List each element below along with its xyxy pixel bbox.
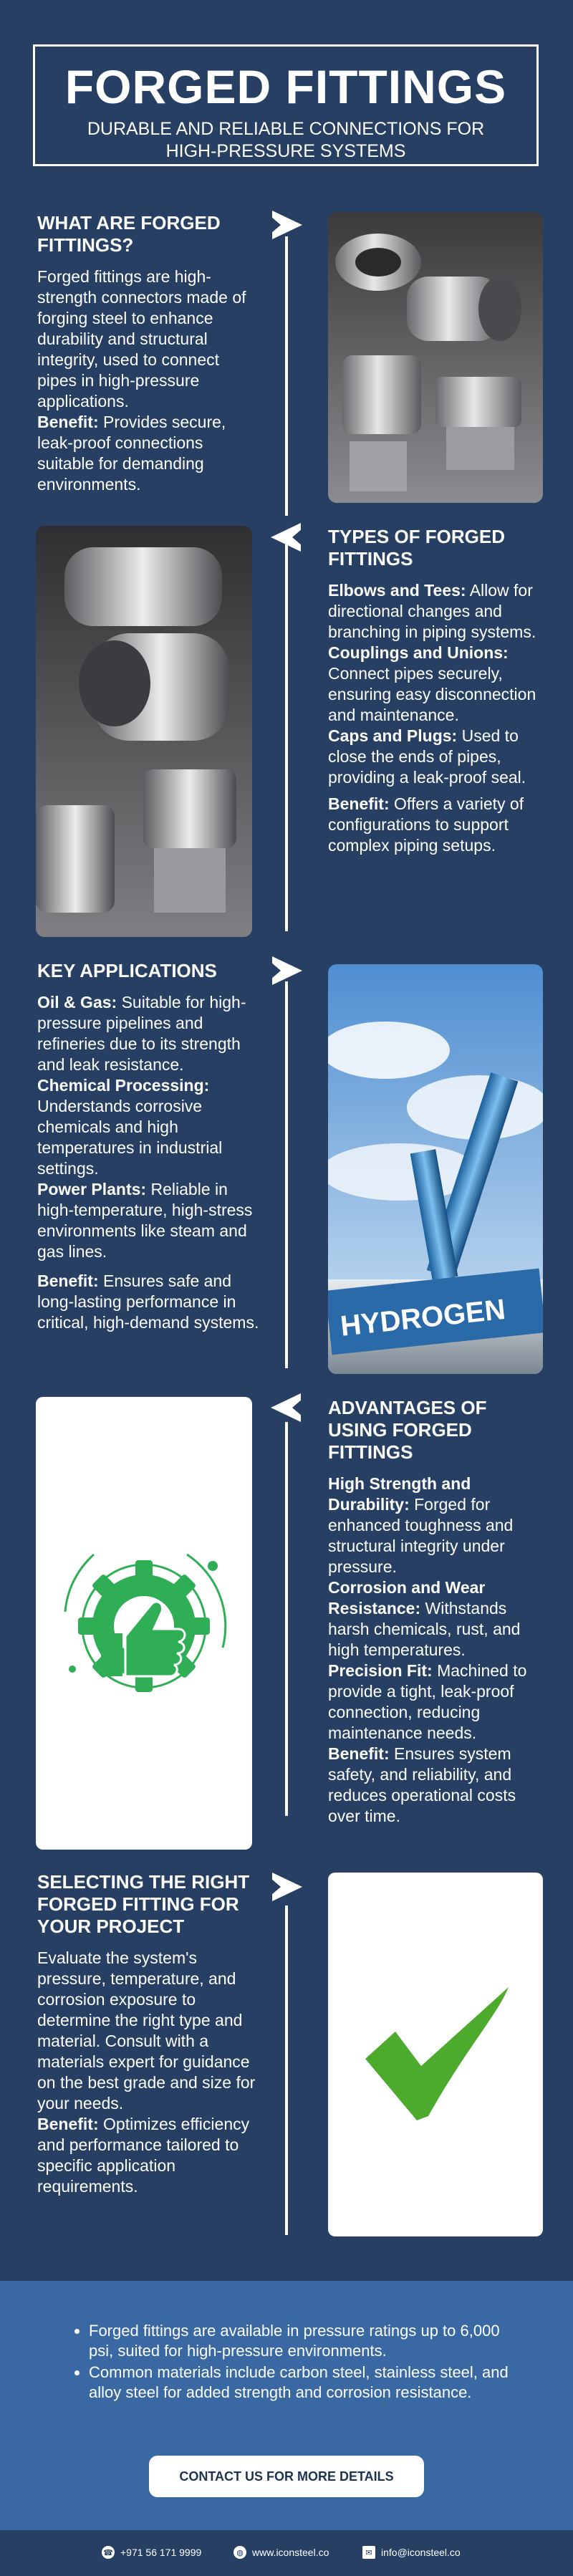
application-item	[37, 1179, 266, 1262]
section-benefit	[328, 794, 543, 856]
item-label: Caps and Plugs:	[328, 726, 458, 745]
benefit-label: Benefit:	[37, 2115, 99, 2133]
benefit-text: Provides secure, leak-proof connections suitable for demanding environments.	[37, 413, 226, 494]
item-text: Reliable in high-temperature, high-stress environments like steam and gas lines.	[37, 1180, 253, 1261]
email-text: info@iconsteel.co	[381, 2547, 461, 2558]
section-benefit	[37, 1271, 266, 1333]
section-what-are	[37, 212, 259, 495]
application-item	[37, 992, 266, 1075]
checkmark-icon	[328, 1873, 543, 2236]
item-text: Suitable for high-pressure pipelines and refineries due to its strength and leak resistance.	[37, 993, 246, 1074]
advantage-item	[328, 1474, 543, 1577]
item-text: Connect pipes securely, ensuring easy disconnection and maintenance.	[328, 664, 536, 724]
phone-text: +971 56 171 9999	[120, 2547, 202, 2558]
item-text: Allow for directional changes and branching in piping systems.	[328, 581, 536, 641]
benefit-label: Benefit:	[37, 413, 99, 431]
item-text: Used to close the ends of pipes, providing a leak-proof seal.	[328, 726, 526, 787]
section-applications	[37, 960, 266, 1333]
section-title: TYPES OF FORGED FITTINGS	[328, 526, 506, 569]
item-label: Elbows and Tees:	[328, 581, 466, 600]
section-title: KEY APPLICATIONS	[37, 960, 217, 981]
summary-list	[73, 2321, 517, 2404]
mail-icon: ✉	[362, 2546, 375, 2559]
benefit-text: Optimizes efficiency and performance tailored to specific application requirements.	[37, 2115, 250, 2196]
section-types	[328, 526, 543, 856]
item-text: Machined to provide a tight, leak-proof connection, reducing maintenance needs.	[328, 1661, 527, 1742]
timeline-line	[285, 1422, 288, 1816]
item-label: Oil & Gas:	[37, 993, 117, 1011]
item-label: Power Plants:	[37, 1180, 147, 1198]
section-benefit	[328, 1744, 543, 1827]
arrow-notch	[271, 1878, 281, 1895]
gear-thumbs-up-icon	[36, 1397, 252, 1850]
type-item	[328, 580, 543, 643]
section-selecting	[37, 1871, 259, 2197]
arrow-notch	[292, 529, 302, 546]
footer-phone[interactable]	[102, 2546, 201, 2559]
section-title: ADVANTAGES OF USING FORGED FITTINGS	[328, 1397, 487, 1463]
section-title: SELECTING THE RIGHT FORGED FITTING FOR YOUR PROJECT	[37, 1871, 250, 1937]
advantages-icon-card	[36, 1397, 252, 1850]
benefit-text: Ensures system safety, and reliability, and reduces operational costs over time.	[328, 1744, 516, 1825]
footer-email[interactable]	[362, 2546, 461, 2559]
section-benefit	[37, 2114, 259, 2197]
contact-button[interactable]: CONTACT US FOR MORE DETAILS	[149, 2456, 424, 2497]
globe-icon: ◍	[233, 2546, 246, 2559]
type-item	[328, 726, 543, 788]
page-title: FORGED FITTINGS	[64, 60, 507, 113]
item-label: Precision Fit:	[328, 1661, 433, 1680]
benefit-text: Offers a variety of configurations to support complex piping setups.	[328, 794, 524, 855]
benefit-label: Benefit:	[328, 1744, 390, 1763]
subtitle-line-2: HIGH-PRESSURE SYSTEMS	[165, 141, 406, 161]
item-label: Corrosion and Wear Resistance:	[328, 1578, 486, 1618]
section-advantages	[328, 1397, 543, 1827]
footer	[0, 2530, 573, 2576]
timeline-line	[285, 236, 288, 516]
checkmark-card	[328, 1873, 543, 2236]
type-item	[328, 643, 543, 726]
subtitle-line-1: DURABLE AND RELIABLE CONNECTIONS FOR	[87, 119, 485, 139]
item-text: Understands corrosive chemicals and high temperatures in industrial settings.	[37, 1097, 223, 1178]
hydrogen-label: HYDROGEN	[339, 1293, 507, 1342]
benefit-label: Benefit:	[37, 1272, 99, 1290]
forged-fittings-photo	[328, 212, 543, 503]
section-benefit	[37, 412, 259, 495]
page-subtitle	[35, 118, 536, 163]
hydrogen-pipeline-photo	[328, 964, 543, 1374]
item-text: Forged for enhanced toughness and structural integrity under pressure.	[328, 1495, 514, 1576]
section-body: Evaluate the system's pressure, temperature, and corrosion exposure to determine the right type and material. Consult with a materials expert for guidance on the best grade and size for your needs.	[37, 1948, 256, 2113]
section-body: Forged fittings are high-strength connectors made of forging steel to enhance durability and structural integrity, used to connect pipes in high-pressure applications.	[37, 267, 246, 410]
advantage-item	[328, 1661, 543, 1744]
footer-website[interactable]	[233, 2546, 329, 2559]
website-text: www.iconsteel.co	[252, 2547, 329, 2558]
benefit-label: Benefit:	[328, 794, 390, 813]
item-label: Chemical Processing:	[37, 1076, 210, 1095]
section-title: WHAT ARE FORGED FITTINGS?	[37, 212, 221, 256]
arrow-notch	[271, 962, 281, 979]
item-label: High Strength and Durability:	[328, 1474, 471, 1514]
list-item: • Forged fittings are available in pressure ratings up to 6,000 psi, suited for high-pressure environments.	[89, 2321, 517, 2361]
item-text: Withstands harsh chemicals, rust, and high temperatures.	[328, 1599, 521, 1659]
arrow-notch	[292, 1399, 302, 1416]
timeline-line	[285, 981, 288, 1368]
advantage-item	[328, 1577, 543, 1661]
benefit-text: Ensures safe and long-lasting performance in critical, high-demand systems.	[37, 1272, 259, 1332]
timeline-line	[285, 544, 288, 931]
item-label: Couplings and Unions:	[328, 643, 509, 662]
pipe-fittings-photo	[36, 526, 252, 937]
application-item	[37, 1075, 266, 1179]
phone-icon: ☎	[102, 2546, 115, 2559]
timeline-line	[285, 1905, 288, 2235]
header-box	[33, 44, 539, 166]
arrow-notch	[271, 216, 281, 234]
list-item: • Common materials include carbon steel, stainless steel, and alloy steel for added strength and corrosion resistance.	[89, 2363, 517, 2403]
